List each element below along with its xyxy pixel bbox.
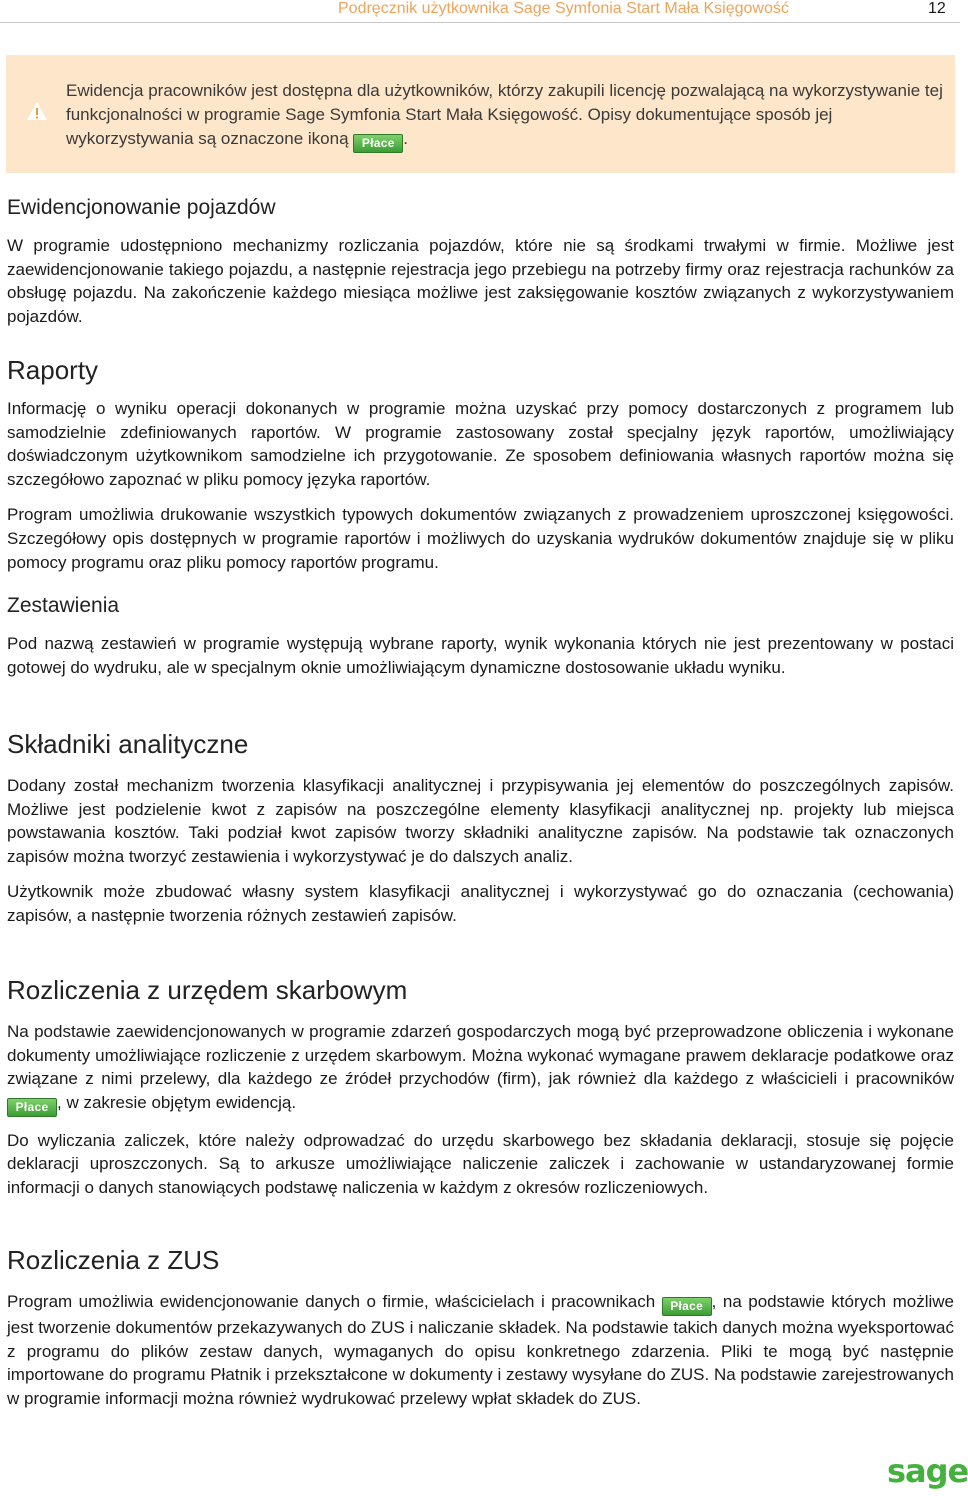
paragraph: Program umożliwia drukowanie wszystkich typowych dokumentów związanych z prowadzeniem uproszczonej księgowości. Szczegółowy opis dostępnych w programie raportów i możliwych do uzyskania wydruków dokumentów znajduje się w pliku pomocy programu oraz pliku pomocy raportów programu. [7, 505, 954, 572]
paragraph: W programie udostępniono mechanizmy rozliczania pojazdów, które nie są środkami trwałymi w firmie. Możliwe jest zaewidencjonowanie takiego pojazdu, a następnie rejestracja jego przebiegu na potrzeby firmy oraz rejestracja rachunków za obsługę pojazdu. Na zakończenie każdego miesiąca możliwe jest zaksięgowanie kosztów związanych z wykorzystywaniem pojazdów. [7, 236, 954, 326]
place-badge-icon: Płace [353, 134, 403, 153]
section-heading: Składniki analityczne [7, 729, 249, 759]
paragraph: Na podstawie zaewidencjonowanych w programie zdarzeń gospodarczych mogą być przeprowadzone obliczenia i wykonane dokumenty umożliwiające rozliczenie z urzędem skarbowym. Można wykonać wymagane prawem deklaracje podatkowe oraz związane z nimi przelewy, dla każdego ze źródeł przychodów (firm), jak również dla każdego z właścicieli i pracowników Płace , w zakresie objętym ewidencją. [7, 1020, 954, 1117]
section-heading: Zestawienia [7, 594, 120, 617]
page-header [0, 0, 960, 23]
section-heading: Rozliczenia z urzędem skarbowym [7, 975, 408, 1005]
section-heading: Rozliczenia z ZUS [7, 1245, 220, 1275]
section-zus [7, 1245, 954, 1410]
sage-logo: sage [887, 1452, 968, 1490]
warning-icon [26, 101, 48, 121]
section-pojazdy [7, 196, 954, 328]
paragraph: Informację o wyniku operacji dokonanych w programie można uzyskać przy pomocy dostarczonych z programem lub samodzielnie zdefiniowanych raportów. W programie zastosowany został specjalny język raportów, umożliwiający doświadczonym użytkownikom samodzielne ich przygotowanie. Ze sposobem definiowania własnych raportów można się szczegółowo zapoznać w pliku pomocy języka raportów. [7, 399, 954, 489]
place-badge-icon: Płace [662, 1297, 712, 1316]
section-raporty [7, 355, 954, 574]
place-badge-icon: Płace [7, 1098, 57, 1117]
paragraph: Program umożliwia ewidencjonowanie danych o firmie, właścicielach i pracownikach Płace , na podstawie których możliwe jest tworzenie dokumentów przekazywanych do ZUS i naliczanie składek. Na podstawie takich danych można wyeksportować z programu do plików zestaw danych, wymaganych do opisu konkretnego zdarzenia. Pliki te mogą być następnie importowane do programu Płatnik i przekształcone w dokumenty i zestawy wysyłane do ZUS. Na podstawie zarejestrowanych w programie informacji można również wydrukować przelewy wpłat składek do ZUS. [7, 1292, 954, 1408]
section-heading: Ewidencjonowanie pojazdów [7, 196, 276, 219]
section-heading: Raporty [7, 355, 99, 385]
paragraph: Pod nazwą zestawień w programie występują wybrane raporty, wynik wykonania których nie jest prezentowany w postaci gotowej do wydruku, ale w specjalnym oknie umożliwiającym dynamiczne dostosowanie układu wyniku. [7, 634, 954, 677]
section-urzad-skarbowy [7, 975, 954, 1200]
section-skladniki [7, 729, 954, 928]
notice-text: Ewidencja pracowników jest dostępna dla użytkowników, którzy zakupili licencję pozwalającą na wykorzystywanie tej funkcjonalności w programie Sage Symfonia Start Mała Księgowość. Opisy dokumentujące sposób jej wykorzystywania są oznaczone ikoną Płace . [66, 79, 946, 153]
notice-box [6, 55, 955, 173]
section-zestawienia [7, 594, 954, 679]
page-number: 12 [928, 0, 946, 17]
paragraph: Użytkownik może zbudować własny system klasyfikacji analitycznej i wykorzystywać go do oznaczania (cechowania) zapisów, a następnie tworzenia różnych zestawień zapisów. [7, 882, 954, 925]
paragraph: Dodany został mechanizm tworzenia klasyfikacji analitycznej i przypisywania jej elementów do poszczególnych zapisów. Możliwe jest podzielenie kwot z zapisów na poszczególne elementy klasyfikacji analitycznej np. projekty lub miejsca powstawania kosztów. Taki podział kwot zapisów tworzy składniki analityczne zapisów. Na podstawie tak oznaczonych zapisów można tworzyć zestawienia i wykorzystywać je do dalszych analiz. [7, 776, 954, 866]
paragraph: Do wyliczania zaliczek, które należy odprowadzać do urzędu skarbowego bez składania deklaracji, stosuje się pojęcie deklaracji uproszczonych. Są to arkusze umożliwiające naliczenie zaliczek i zachowanie w ustandaryzowanej formie informacji o danych stanowiących podstawę naliczenia w każdym z okresów rozliczeniowych. [7, 1130, 954, 1197]
document-title: Podręcznik użytkownika Sage Symfonia Start Mała Księgowość [338, 0, 789, 17]
